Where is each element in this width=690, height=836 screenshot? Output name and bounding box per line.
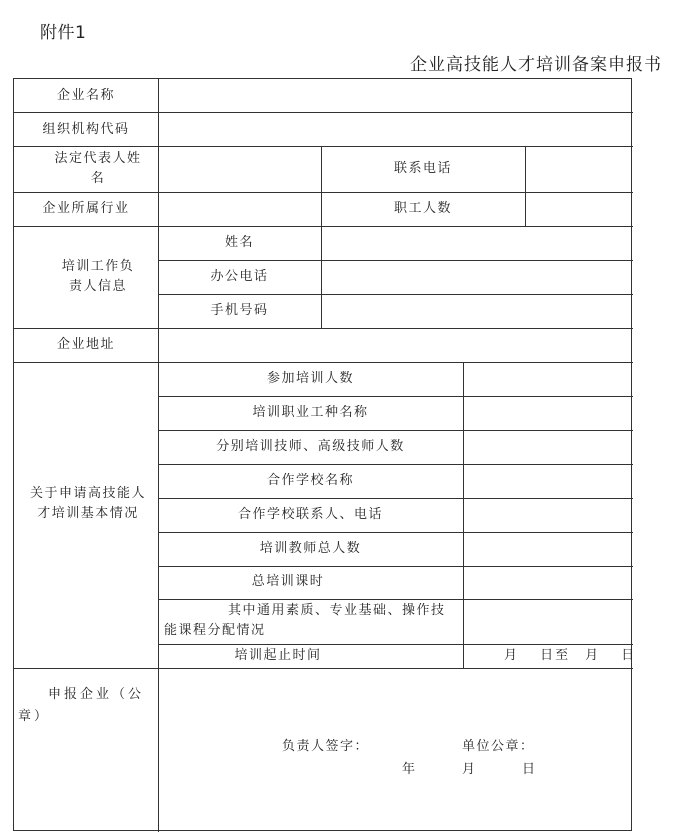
attachment-label: 附件1	[40, 23, 87, 43]
mobile-label: 手机号码	[210, 303, 269, 318]
period-value: 月 日至 月 日	[504, 648, 637, 663]
office-phone-label: 办公电话	[210, 269, 269, 284]
row-divider	[158, 644, 633, 645]
occupation-name-label: 培训职业工种名称	[252, 405, 369, 420]
participants-label: 参加培训人数	[266, 371, 354, 386]
row-divider	[158, 430, 633, 431]
filing-form	[13, 78, 637, 831]
address-label: 企业地址	[56, 337, 115, 352]
unit-seal-label: 单位公章：	[462, 739, 535, 754]
school-contact-label: 合作学校联系人、电话	[237, 507, 383, 522]
row-divider	[158, 464, 633, 465]
row-divider	[158, 294, 633, 295]
date-line: 年 月 日	[402, 762, 538, 777]
head-name-label: 姓名	[224, 235, 254, 250]
col-divider	[525, 146, 526, 226]
industry-label: 企业所属行业	[42, 201, 130, 216]
teacher-count-label: 培训教师总人数	[259, 541, 362, 556]
legal-rep-label: 法定代表人姓名	[54, 151, 142, 186]
row-divider	[158, 396, 633, 397]
contact-phone-label: 联系电话	[393, 161, 452, 176]
row-divider	[14, 226, 633, 227]
org-code-label: 组织机构代码	[42, 122, 130, 137]
form-title: 企业高技能人才培训备案申报书	[410, 55, 662, 75]
course-allocation-label: 其中通用素质、专业基础、操作技能课程分配情况	[164, 603, 446, 638]
row-divider	[14, 146, 633, 147]
signature-label: 负责人签字：	[282, 739, 370, 754]
row-divider	[158, 260, 633, 261]
row-divider	[14, 112, 633, 113]
technician-counts-label: 分别培训技师、高级技师人数	[216, 439, 405, 454]
total-hours-label: 总培训课时	[251, 574, 325, 589]
col-divider	[463, 362, 464, 668]
partner-school-label: 合作学校名称	[266, 473, 354, 488]
row-divider	[158, 599, 633, 600]
row-divider	[158, 532, 633, 533]
training-head-info-label: 培训工作负责人信息	[61, 259, 135, 294]
applicant-seal-label: 申报企业（公章）	[18, 687, 145, 724]
training-section-label: 关于申请高技能人才培训基本情况	[29, 486, 146, 521]
row-divider	[14, 362, 633, 363]
row-divider	[14, 668, 633, 669]
row-divider	[158, 566, 633, 567]
employee-count-label: 职工人数	[393, 201, 452, 216]
row-divider	[158, 498, 633, 499]
period-label: 培训起止时间	[234, 648, 322, 663]
row-divider	[14, 192, 633, 193]
row-divider	[14, 328, 633, 329]
enterprise-name-label: 企业名称	[56, 88, 115, 103]
col-divider	[321, 226, 322, 328]
